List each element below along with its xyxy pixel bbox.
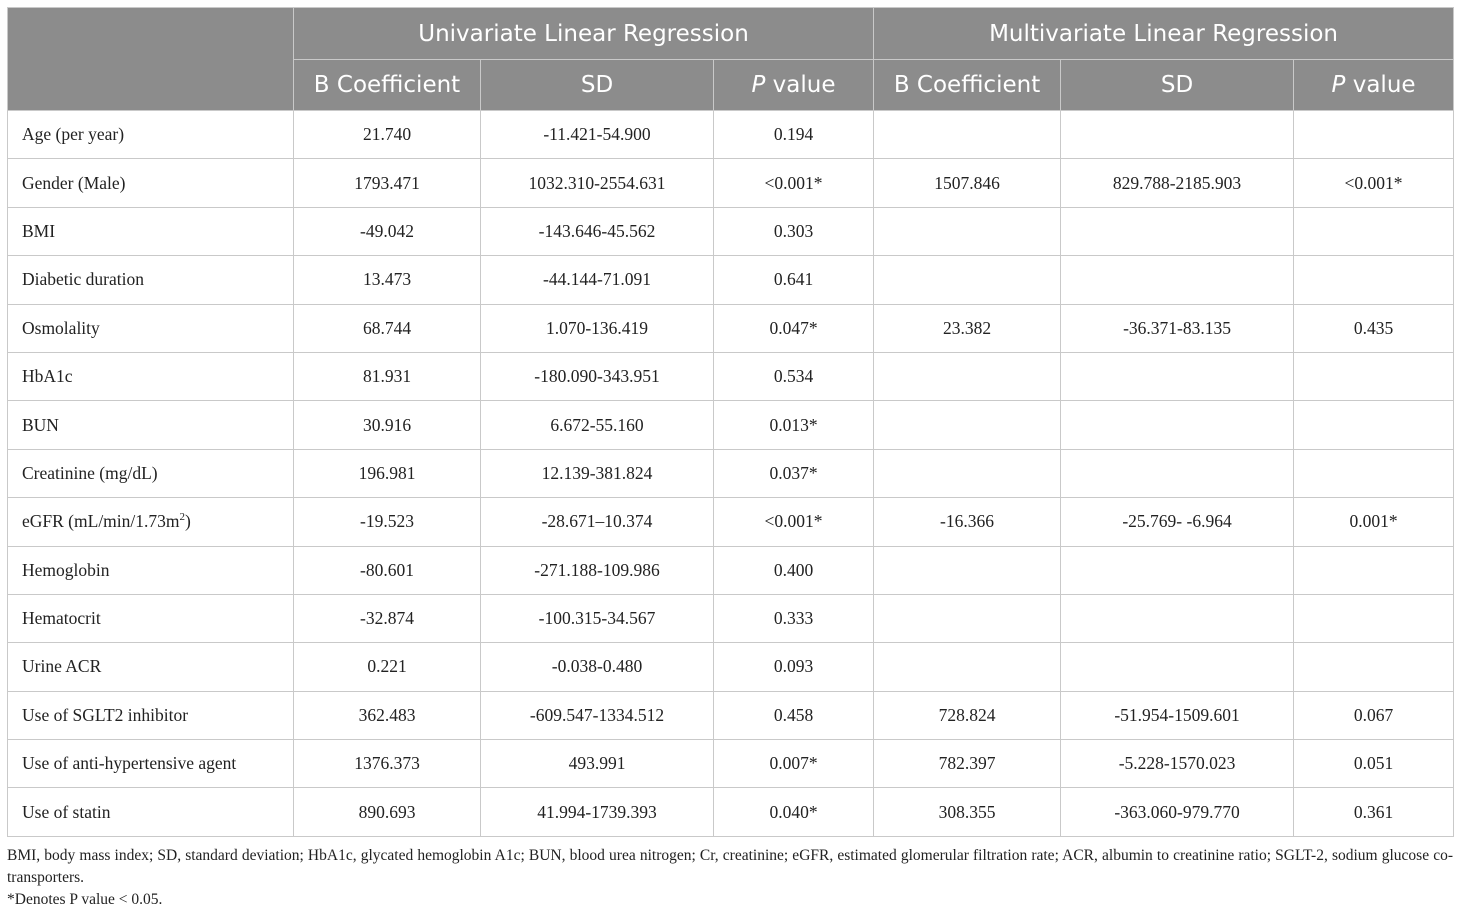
variable-label-tail: ) xyxy=(185,511,191,532)
table-footnotes xyxy=(7,845,1453,911)
variable-cell: Use of statin xyxy=(8,788,294,836)
uni-p-cell: <0.001* xyxy=(714,498,874,546)
table-row xyxy=(8,159,1454,207)
header-multi-sd: SD xyxy=(1061,60,1294,111)
variable-cell: Urine ACR xyxy=(8,643,294,691)
header-multi-b-coef: B Coefficient xyxy=(874,60,1061,111)
multi-b-cell: 1507.846 xyxy=(874,159,1061,207)
uni-b-cell: 81.931 xyxy=(294,352,481,400)
uni-p-cell: 0.400 xyxy=(714,546,874,594)
multi-p-cell xyxy=(1294,256,1454,304)
header-uni-b-coef: B Coefficient xyxy=(294,60,481,111)
significance-footnote: *Denotes P value < 0.05. xyxy=(7,890,163,908)
uni-b-cell: 196.981 xyxy=(294,449,481,497)
multi-b-cell: 782.397 xyxy=(874,740,1061,788)
variable-cell: Gender (Male) xyxy=(8,159,294,207)
variable-cell: Osmolality xyxy=(8,304,294,352)
uni-b-cell: -80.601 xyxy=(294,546,481,594)
uni-p-cell: 0.013* xyxy=(714,401,874,449)
multi-sd-cell xyxy=(1061,111,1294,159)
uni-p-cell: 0.037* xyxy=(714,449,874,497)
header-p-rest: value xyxy=(1345,72,1416,98)
uni-p-cell: 0.040* xyxy=(714,788,874,836)
multi-sd-cell xyxy=(1061,594,1294,642)
uni-sd-cell: -11.421-54.900 xyxy=(481,111,714,159)
multi-sd-cell: -36.371-83.135 xyxy=(1061,304,1294,352)
multi-sd-cell: -363.060-979.770 xyxy=(1061,788,1294,836)
variable-cell: Use of anti-hypertensive agent xyxy=(8,740,294,788)
header-blank-cell xyxy=(8,8,294,111)
header-multivariate: Multivariate Linear Regression xyxy=(874,8,1454,60)
multi-b-cell xyxy=(874,111,1061,159)
table-row xyxy=(8,304,1454,352)
table-row xyxy=(8,691,1454,739)
multi-b-cell xyxy=(874,643,1061,691)
uni-sd-cell: 41.994-1739.393 xyxy=(481,788,714,836)
uni-p-cell: 0.534 xyxy=(714,352,874,400)
multi-b-cell xyxy=(874,207,1061,255)
table-row xyxy=(8,546,1454,594)
multi-sd-cell: -5.228-1570.023 xyxy=(1061,740,1294,788)
uni-p-cell: 0.641 xyxy=(714,256,874,304)
multi-p-cell: 0.067 xyxy=(1294,691,1454,739)
uni-b-cell: -49.042 xyxy=(294,207,481,255)
uni-b-cell: -32.874 xyxy=(294,594,481,642)
uni-p-cell: 0.007* xyxy=(714,740,874,788)
multi-p-cell xyxy=(1294,111,1454,159)
uni-b-cell: 68.744 xyxy=(294,304,481,352)
superscript: 2 xyxy=(179,511,185,524)
multi-b-cell xyxy=(874,256,1061,304)
header-uni-sd: SD xyxy=(481,60,714,111)
variable-cell: Hematocrit xyxy=(8,594,294,642)
multi-p-cell xyxy=(1294,401,1454,449)
multi-sd-cell xyxy=(1061,352,1294,400)
uni-p-cell: 0.303 xyxy=(714,207,874,255)
multi-p-cell xyxy=(1294,594,1454,642)
multi-b-cell: 23.382 xyxy=(874,304,1061,352)
variable-cell: Hemoglobin xyxy=(8,546,294,594)
multi-b-cell xyxy=(874,352,1061,400)
table-row xyxy=(8,256,1454,304)
table-header xyxy=(8,8,1454,111)
uni-b-cell: 0.221 xyxy=(294,643,481,691)
multi-p-cell: 0.001* xyxy=(1294,498,1454,546)
multi-sd-cell: -51.954-1509.601 xyxy=(1061,691,1294,739)
uni-sd-cell: 1.070-136.419 xyxy=(481,304,714,352)
uni-b-cell: 362.483 xyxy=(294,691,481,739)
variable-cell: BUN xyxy=(8,401,294,449)
regression-table-container xyxy=(7,7,1453,911)
header-uni-p-value xyxy=(714,60,874,111)
multi-sd-cell xyxy=(1061,449,1294,497)
multi-sd-cell: -25.769- -6.964 xyxy=(1061,498,1294,546)
variable-cell xyxy=(8,498,294,546)
multi-p-cell xyxy=(1294,352,1454,400)
multi-sd-cell xyxy=(1061,256,1294,304)
uni-p-cell: 0.093 xyxy=(714,643,874,691)
uni-b-cell: 30.916 xyxy=(294,401,481,449)
variable-label: eGFR (mL/min/1.73m xyxy=(22,511,180,532)
table-row xyxy=(8,498,1454,546)
multi-p-cell: <0.001* xyxy=(1294,159,1454,207)
multi-p-cell xyxy=(1294,643,1454,691)
multi-p-cell: 0.051 xyxy=(1294,740,1454,788)
table-row xyxy=(8,111,1454,159)
uni-sd-cell: -44.144-71.091 xyxy=(481,256,714,304)
uni-sd-cell: -0.038-0.480 xyxy=(481,643,714,691)
uni-sd-cell: 1032.310-2554.631 xyxy=(481,159,714,207)
uni-b-cell: 1793.471 xyxy=(294,159,481,207)
multi-sd-cell: 829.788-2185.903 xyxy=(1061,159,1294,207)
multi-p-cell: 0.435 xyxy=(1294,304,1454,352)
variable-cell: Use of SGLT2 inhibitor xyxy=(8,691,294,739)
table-row xyxy=(8,401,1454,449)
uni-sd-cell: -28.671–10.374 xyxy=(481,498,714,546)
uni-p-cell: 0.194 xyxy=(714,111,874,159)
table-row xyxy=(8,449,1454,497)
table-row xyxy=(8,788,1454,836)
uni-p-cell: 0.047* xyxy=(714,304,874,352)
multi-b-cell xyxy=(874,449,1061,497)
uni-p-cell: 0.458 xyxy=(714,691,874,739)
table-row xyxy=(8,643,1454,691)
uni-sd-cell: -180.090-343.951 xyxy=(481,352,714,400)
abbreviations-footnote: BMI, body mass index; SD, standard deviation; HbA1c, glycated hemoglobin A1c; BUN, blood urea nitrogen; Cr, creatinine; eGFR, estimated glomerular filtration rate; ACR, albumin to creatinine ratio; SGLT-2, sodium glucose co-transporters. xyxy=(7,846,1453,886)
multi-p-cell: 0.361 xyxy=(1294,788,1454,836)
multi-b-cell: 308.355 xyxy=(874,788,1061,836)
table-row xyxy=(8,740,1454,788)
uni-sd-cell: -271.188-109.986 xyxy=(481,546,714,594)
uni-sd-cell: 6.672-55.160 xyxy=(481,401,714,449)
uni-p-cell: <0.001* xyxy=(714,159,874,207)
multi-b-cell xyxy=(874,401,1061,449)
multi-sd-cell xyxy=(1061,401,1294,449)
uni-sd-cell: 493.991 xyxy=(481,740,714,788)
multi-b-cell xyxy=(874,594,1061,642)
uni-b-cell: 890.693 xyxy=(294,788,481,836)
table-body xyxy=(8,111,1454,837)
multi-b-cell: 728.824 xyxy=(874,691,1061,739)
multi-b-cell xyxy=(874,546,1061,594)
multi-sd-cell xyxy=(1061,643,1294,691)
multi-b-cell: -16.366 xyxy=(874,498,1061,546)
uni-sd-cell: -609.547-1334.512 xyxy=(481,691,714,739)
regression-table xyxy=(7,7,1454,837)
multi-p-cell xyxy=(1294,546,1454,594)
uni-sd-cell: -143.646-45.562 xyxy=(481,207,714,255)
variable-cell: Age (per year) xyxy=(8,111,294,159)
variable-cell: Creatinine (mg/dL) xyxy=(8,449,294,497)
uni-p-cell: 0.333 xyxy=(714,594,874,642)
uni-sd-cell: -100.315-34.567 xyxy=(481,594,714,642)
header-p-rest: value xyxy=(765,72,836,98)
variable-cell: HbA1c xyxy=(8,352,294,400)
table-row xyxy=(8,594,1454,642)
uni-b-cell: 13.473 xyxy=(294,256,481,304)
header-p-italic: P xyxy=(1331,72,1346,98)
uni-b-cell: 21.740 xyxy=(294,111,481,159)
multi-sd-cell xyxy=(1061,546,1294,594)
multi-p-cell xyxy=(1294,449,1454,497)
header-multi-p-value xyxy=(1294,60,1454,111)
multi-p-cell xyxy=(1294,207,1454,255)
header-p-italic: P xyxy=(751,72,766,98)
uni-b-cell: 1376.373 xyxy=(294,740,481,788)
header-univariate: Univariate Linear Regression xyxy=(294,8,874,60)
uni-sd-cell: 12.139-381.824 xyxy=(481,449,714,497)
variable-cell: Diabetic duration xyxy=(8,256,294,304)
multi-sd-cell xyxy=(1061,207,1294,255)
table-row xyxy=(8,352,1454,400)
table-row xyxy=(8,207,1454,255)
uni-b-cell: -19.523 xyxy=(294,498,481,546)
variable-cell: BMI xyxy=(8,207,294,255)
